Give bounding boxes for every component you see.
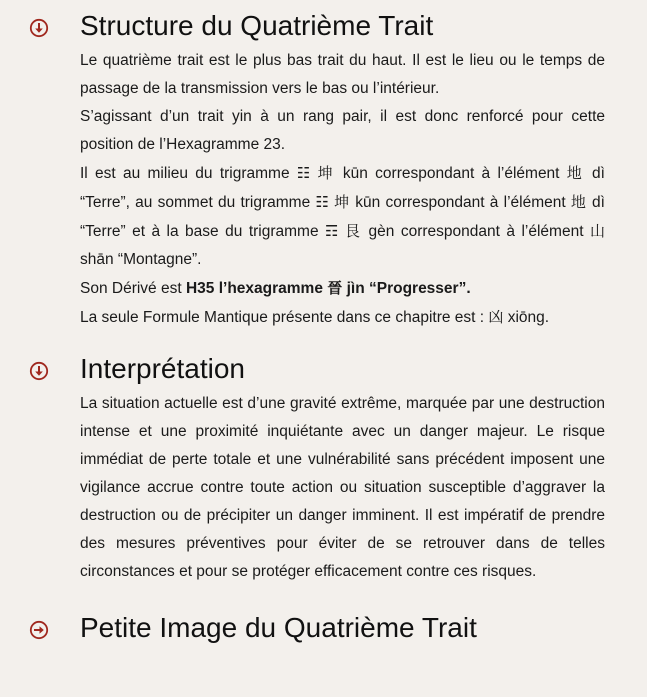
- section-heading-petite-image[interactable]: Petite Image du Quatrième Trait: [80, 612, 477, 643]
- paragraph-derive: Son Dérivé est H35 l’hexagramme 晉 jìn “Progresser”.: [80, 279, 471, 297]
- paragraph-formule: La seule Formule Mantique présente dans ce chapitre est : 凶 xiōng.: [80, 308, 550, 326]
- chinese-char: 坤: [334, 193, 351, 211]
- paragraph: Le quatrième trait est le plus bas trait du haut. Il est le lieu ou le temps de passage de la transmission vers le bas ou l’intérieur.: [80, 52, 605, 97]
- section-body-structure: [80, 47, 605, 332]
- paragraph-trigrammes: Il est au milieu du trigramme ☷ 坤 kūn correspondant à l’élément 地 dì “Terre”, au sommet du trigramme ☷ 坤 kūn correspondant à l’élément 地 dì “Terre” et à la base du trigramme ☶ 艮 gèn correspondant à l’élément 山 shān “Montagne”.: [80, 164, 605, 268]
- circle-arrow-down-icon[interactable]: [29, 18, 49, 38]
- chinese-char: 艮: [344, 222, 363, 240]
- trigram-gen-symbol: ☶: [325, 222, 339, 240]
- chinese-char: 坤: [317, 164, 336, 182]
- trigram-kun-symbol: ☷: [315, 193, 329, 211]
- chinese-char: 凶: [488, 308, 504, 326]
- trigram-kun-symbol: ☷: [296, 164, 311, 182]
- chinese-char: 山: [589, 222, 605, 240]
- section-body-interpretation: [80, 390, 605, 586]
- derived-hexagram: H35 l’hexagramme 晉 jìn “Progresser”.: [185, 279, 471, 297]
- paragraph: S’agissant d’un trait yin à un rang pair, il est donc renforcé pour cette position de l’Hexagramme 23.: [80, 108, 605, 153]
- circle-arrow-down-icon[interactable]: [29, 361, 49, 381]
- chinese-char: 地: [566, 164, 585, 182]
- paragraph: La situation actuelle est d’une gravité extrême, marquée par une destruction intense et une proximité inquiétante avec un danger majeur. Le risque immédiat de perte totale et une vulnérabilité sans précédent imposent une vigilance accrue contre toute action ou situation susceptible d’aggraver la destruction ou de précipiter un danger imminent. Il est impératif de prendre des mesures préventives pour éviter de se retrouver dans de telles circonstances et pour se protéger efficacement contre ces risques.: [80, 395, 605, 580]
- section-heading-structure: Structure du Quatrième Trait: [80, 10, 434, 41]
- chinese-char: 地: [570, 193, 587, 211]
- circle-arrow-right-icon[interactable]: [29, 620, 49, 640]
- section-heading-interpretation: Interprétation: [80, 353, 245, 384]
